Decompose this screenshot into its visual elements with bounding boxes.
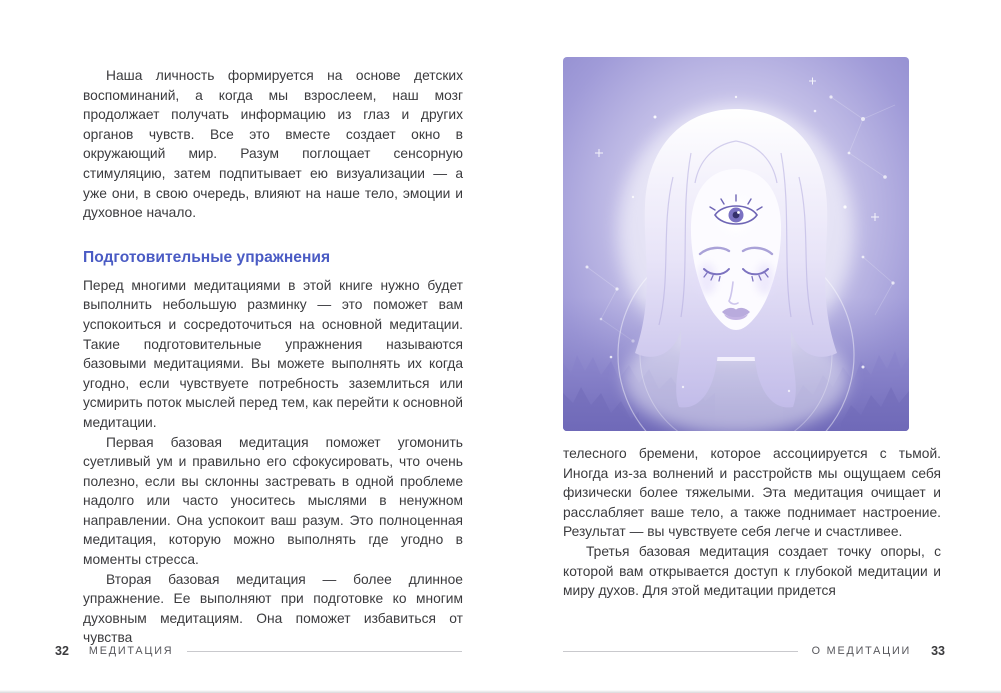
right-page [563, 57, 941, 601]
paragraph: Перед многими медитациями в этой книге нужно будет выполнить небольшую разминку — это поможет вам успокоиться и сосредоточиться на основной медитации. Такие подготовительные упражнения называются базовыми медитациями. Вы можете выполнять их когда угодно, если чувствуете потребность заземлиться или усмирить поток мыслей перед тем, как перейти к основной медитации. [83, 277, 463, 430]
running-title-left: МЕДИТАЦИЯ [88, 645, 174, 657]
paragraph: телесного бремени, которое ассоциируется с тьмой. Иногда из-за волнений и расстройств мы ощущаем себя физически более тяжелыми. Эта медитация очищает и расслабляет ваше тело, а также поднимает настроение. Результат — вы чувствуете себя легче и счастливее. [563, 446, 941, 540]
section-heading: Подготовительные упражнения [83, 248, 331, 266]
footer-rule-right [563, 651, 798, 652]
paragraph: Вторая базовая медитация — более длинное упражнение. Ее выполняют при подготовке ко многим духовным медитациям. Она поможет избавиться от чувства [83, 571, 463, 646]
paragraph: Наша личность формируется на основе детских воспоминаний, а когда мы взрослеем, наш мозг продолжает получать информацию из глаз и других органов чувств. Все это вместе создает окно в окружающий мир. Разум поглощает сенсорную стимуляцию, затем подпитывает ею визуализации — а уже они, в свою очередь, влияют на наше тело, эмоции и духовное начало. [83, 68, 463, 221]
paragraph: Первая базовая медитация поможет угомонить суетливый ум и правильно его сфокусировать, что очень полезно, если вы склонны застревать в одной проблеме надолго или часто уноситесь мыслями в ненужном направлении. Она успокоит ваш разум. Это полноценная медитация, которую можно выполнять где угодно в моменты стресса. [83, 434, 463, 568]
right-page-footer [563, 644, 945, 658]
third-eye-illustration [563, 57, 909, 431]
page-number-right: 33 [931, 644, 945, 658]
left-page [83, 66, 463, 648]
left-page-footer [55, 644, 462, 658]
paragraph: Третья базовая медитация создает точку опоры, с которой вам открывается доступ к глубокой медитации и миру духов. Для этой медитации придется [563, 543, 941, 599]
footer-rule-left [187, 651, 462, 652]
page-number-left: 32 [55, 644, 69, 658]
third-eye-illustration-svg [563, 57, 909, 431]
running-title-right: О МЕДИТАЦИИ [811, 645, 912, 657]
